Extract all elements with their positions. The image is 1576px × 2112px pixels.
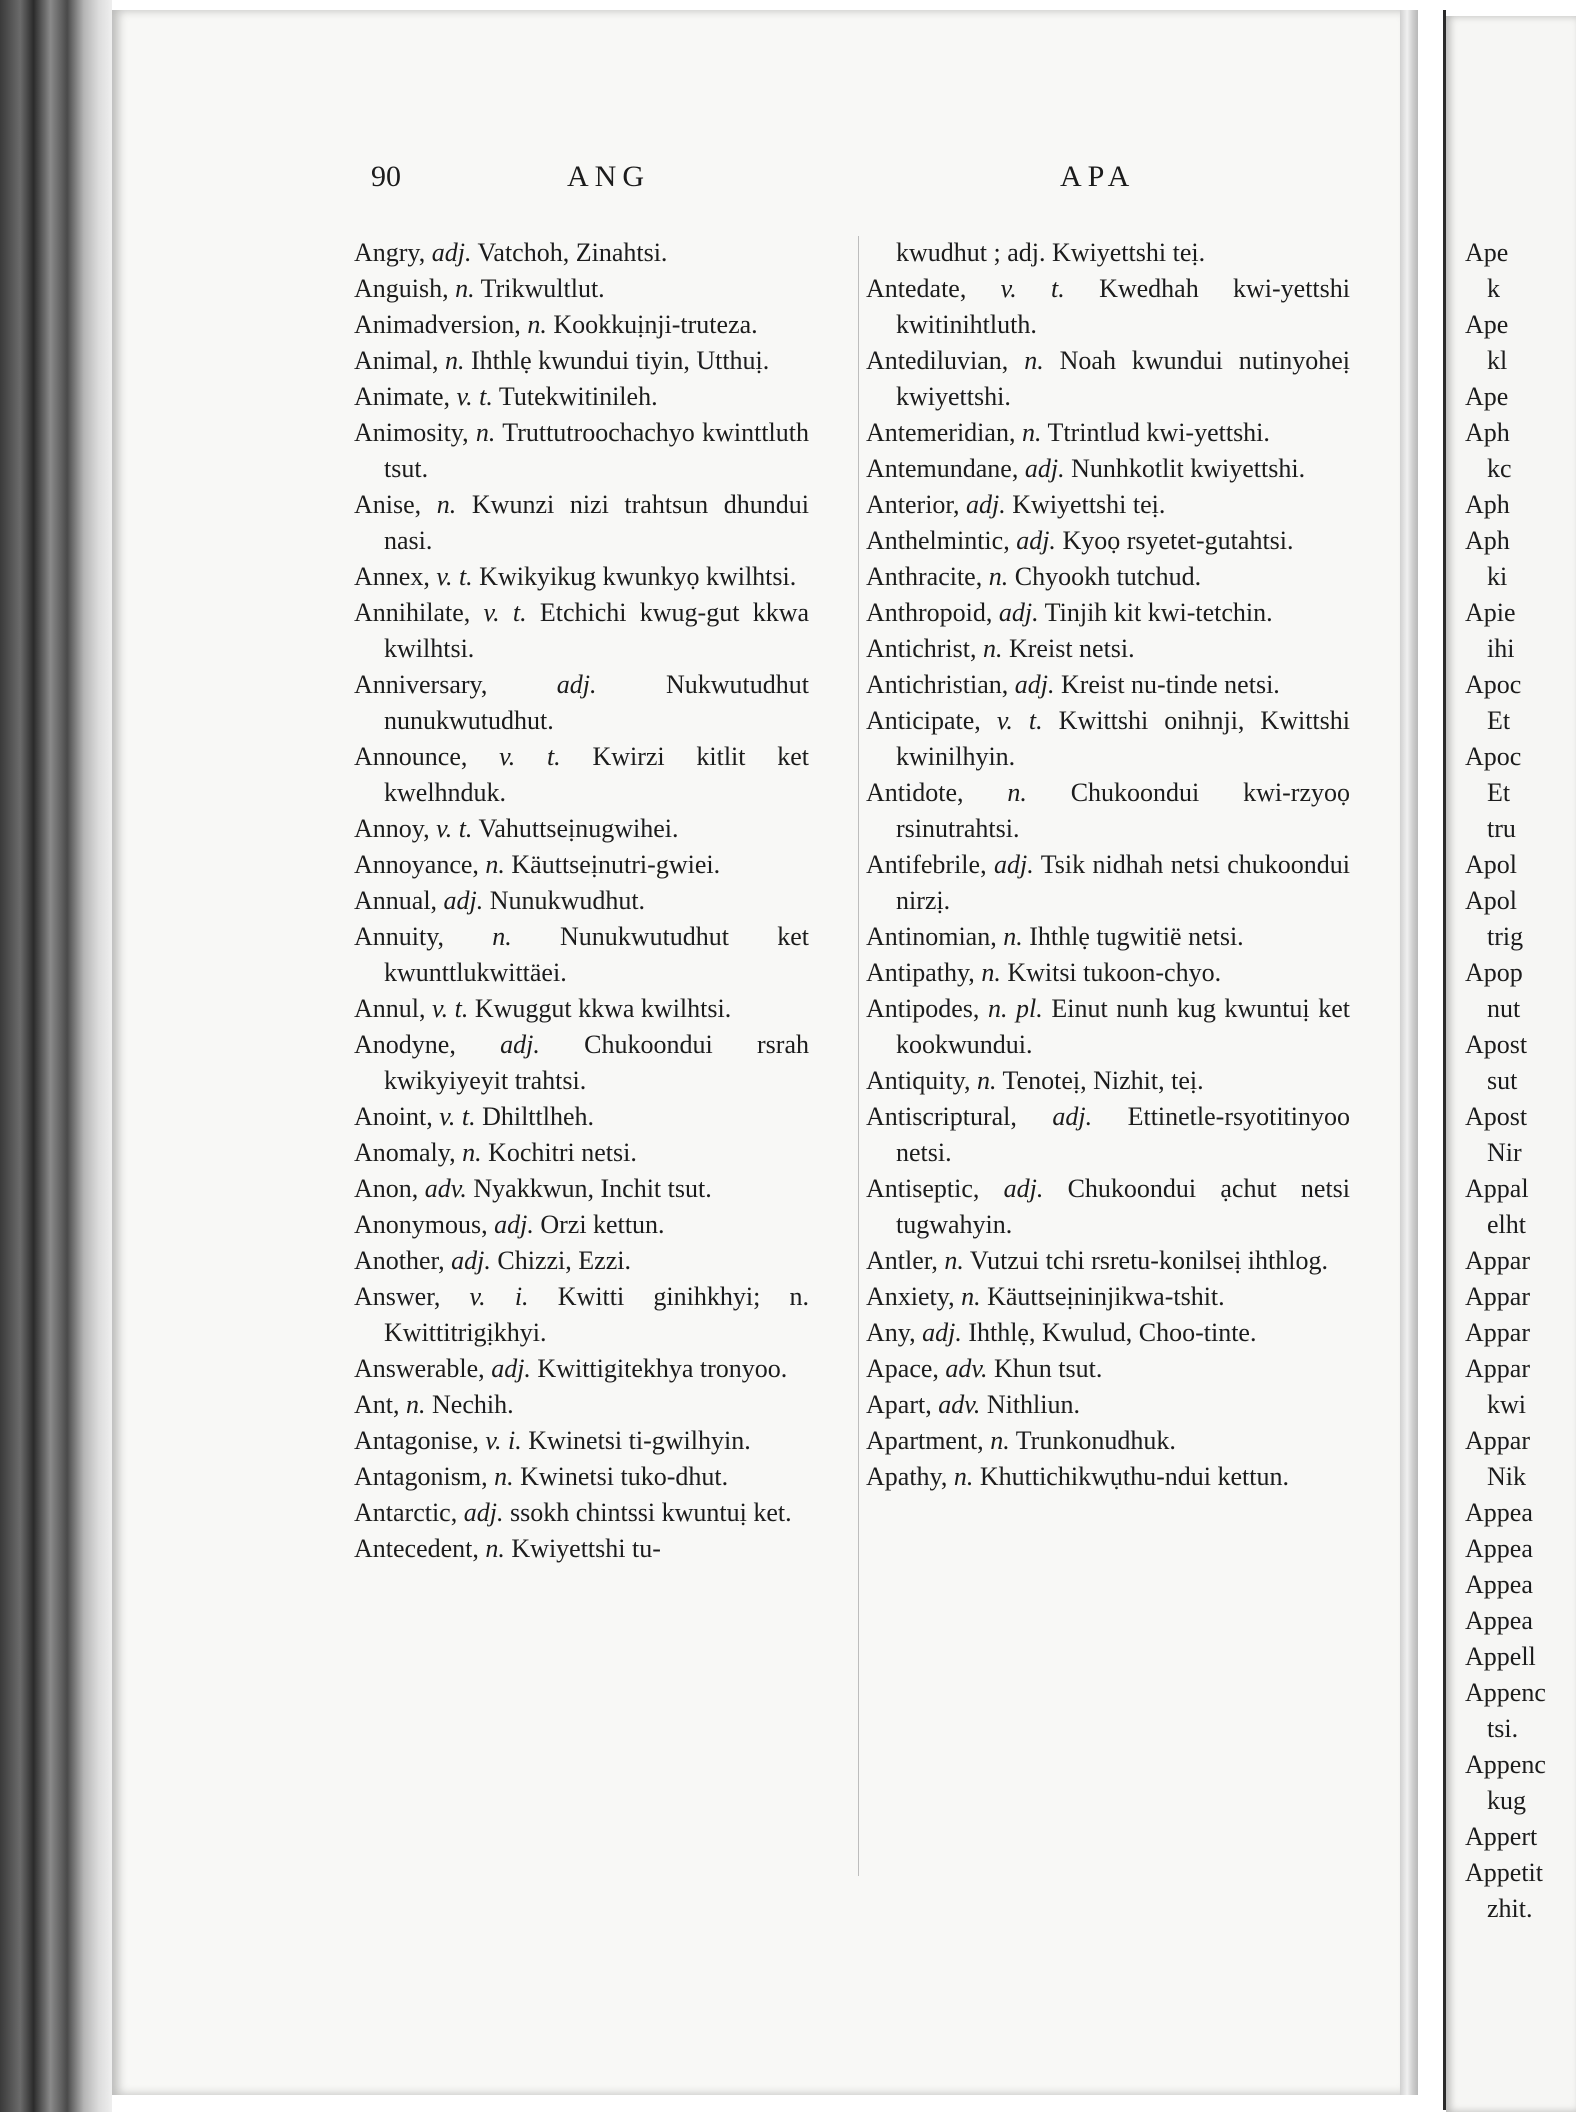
dictionary-entry [354,739,809,811]
definition: Chukoondui ạchut netsi tugwahyin. [896,1174,1351,1239]
definition: Vatchoh, Zinahtsi. [477,238,668,267]
headword: Annuity, [354,922,445,951]
dictionary-entry [354,1171,809,1207]
headword: Anomaly, [354,1138,456,1167]
part-of-speech: adj. [443,886,484,915]
dictionary-entry [354,343,809,379]
part-of-speech: n. [944,1246,964,1275]
definition: Kreist nu-tinde netsi. [1061,670,1280,699]
facing-page-fragment: ihi [1487,634,1515,663]
dictionary-entry [866,271,1350,343]
part-of-speech: n. [462,1138,482,1167]
headword: Angry, [354,238,426,267]
part-of-speech: n. [983,634,1003,663]
part-of-speech: adj. [1014,670,1055,699]
facing-page-fragment: kug [1487,1786,1526,1815]
dictionary-entry [354,271,809,307]
facing-page-fragment: tsi. [1487,1714,1519,1743]
headword: Animosity, [354,418,469,447]
facing-page-fragment: elht [1487,1210,1526,1239]
dictionary-entry [866,1063,1350,1099]
dictionary-entry [866,919,1350,955]
part-of-speech: adv. [424,1174,467,1203]
headword: Antedate, [866,274,967,303]
dictionary-entry [866,343,1350,415]
facing-page-fragment: Apol [1465,886,1517,915]
facing-page-fragment: Appar [1465,1426,1530,1455]
definition: Kwiyettshi tu- [511,1534,661,1563]
facing-page-fragment: Appert [1465,1822,1538,1851]
definition: Chizzi, Ezzi. [497,1246,631,1275]
dictionary-entry [866,703,1350,775]
definition: Kwedhah kwi-yettshi kwitinihtluth. [896,274,1350,339]
facing-page-fragment: Et [1487,706,1511,735]
definition: Dhilttlheh. [482,1102,595,1131]
headword: Anon, [354,1174,419,1203]
part-of-speech: adj. [556,670,597,699]
part-of-speech: n. [990,1426,1010,1455]
part-of-speech: n. [961,1282,981,1311]
part-of-speech: adv. [938,1390,981,1419]
definition: Vutzui tchi rsretu-konilseị ihthlog. [969,1246,1328,1275]
dictionary-entry [354,595,809,667]
definition: Kwuggut kkwa kwilhtsi. [474,994,732,1023]
part-of-speech: n. [1021,418,1042,447]
dictionary-entry [354,1207,809,1243]
headword: Antifebrile, [866,850,987,879]
headword: Answerable, [354,1354,485,1383]
facing-page-fragment: Appar [1465,1354,1530,1383]
definition: Kochitri netsi. [488,1138,637,1167]
part-of-speech: n. [406,1390,426,1419]
headword: Anniversary, [354,670,488,699]
part-of-speech: adj. [966,490,1006,519]
facing-page-fragment: trig [1487,922,1524,951]
part-of-speech: n. [1007,778,1027,807]
facing-page-fragment: Aph [1465,418,1510,447]
definition: Nyakkwun, Inchit tsut. [473,1174,712,1203]
definition: Einut nunh kug kwuntuị ket kookwundui. [896,994,1350,1059]
definition: Chukoondui rsrah kwikyiyeyit trahtsi. [384,1030,809,1095]
headword: Anthropoid, [866,598,993,627]
part-of-speech: n. [976,1066,997,1095]
definition: Nithliun. [986,1390,1080,1419]
definition: Tenoteị, Nizhit, teị. [1002,1066,1204,1095]
headword: Annex, [354,562,430,591]
facing-page-fragment: Apost [1465,1030,1528,1059]
part-of-speech: n. [1024,346,1044,375]
definition: Nukwutudhut nunukwutudhut. [384,670,809,735]
headword: Apart, [866,1390,932,1419]
headword: Apathy, [866,1462,948,1491]
headword: Antinomian, [866,922,997,951]
dictionary-entry [354,1531,809,1567]
dictionary-entry [866,415,1350,451]
facing-page-fragment: kc [1487,454,1512,483]
definition: Tutekwitinileh. [498,382,658,411]
headword: Anise, [354,490,422,519]
dictionary-entry [866,847,1350,919]
definition: Etchichi kwug-gut kkwa kwilhtsi. [384,598,810,663]
dictionary-entry [354,307,809,343]
facing-page-fragment: Appea [1465,1498,1533,1527]
facing-page-fragment: Appea [1465,1570,1533,1599]
headword: Antecedent, [354,1534,479,1563]
dictionary-column-left [354,235,809,1567]
headword: Antiscriptural, [866,1102,1017,1131]
headword: Anonymous, [354,1210,488,1239]
headword: Antemundane, [866,454,1019,483]
facing-page-fragment: Appetit [1465,1858,1543,1887]
part-of-speech: adj. [500,1030,540,1059]
left-guide-word: ANG [567,160,650,193]
dictionary-entry [354,811,809,847]
part-of-speech: adj. [463,1498,504,1527]
definition: Orzi kettun. [540,1210,665,1239]
definition: Kwinetsi ti-gwilhyin. [528,1426,751,1455]
facing-page-fragment: kwi [1487,1390,1526,1419]
part-of-speech: v. t. [456,382,493,411]
dictionary-entry [354,1027,809,1099]
headword: Anguish, [354,274,449,303]
dictionary-entry [354,883,809,919]
dictionary-entry [866,991,1350,1063]
headword: Antipodes, [866,994,980,1023]
definition: ssokh chintssi kwuntuị ket. [509,1498,792,1527]
page-number: 90 [371,160,401,193]
headword: Annual, [354,886,438,915]
part-of-speech: adj. [1052,1102,1093,1131]
dictionary-entry [866,1351,1350,1387]
headword: Annoyance, [354,850,479,879]
dictionary-entry [354,667,809,739]
headword: Animate, [354,382,451,411]
part-of-speech: n. [485,1534,505,1563]
part-of-speech: v. t. [432,994,469,1023]
headword: Animal, [354,346,439,375]
headword: Antagonise, [354,1426,479,1455]
part-of-speech: adj. [491,1354,531,1383]
part-of-speech: v. t. [996,706,1043,735]
definition: Khun tsut. [994,1354,1103,1383]
facing-page-fragment: Ape [1465,310,1509,339]
definition: Chukoondui kwi-rzyoọ rsinutrahtsi. [896,778,1350,843]
headword: Answer, [354,1282,441,1311]
dictionary-entry [866,451,1350,487]
part-of-speech: n. [988,562,1009,591]
headword: Anthracite, [866,562,983,591]
definition: Käuttseịnutri-gwiei. [511,850,721,879]
definition: Chyookh tutchud. [1014,562,1202,591]
facing-page-fragment: Appea [1465,1606,1533,1635]
facing-page-fragment: Appenc [1465,1678,1546,1707]
part-of-speech: adj. [994,850,1034,879]
facing-page-fragment: kl [1487,346,1508,375]
facing-page-fragment: Apoc [1465,670,1522,699]
definition: Ihthlẹ tugwitië netsi. [1029,922,1244,951]
dictionary-entry [866,1423,1350,1459]
part-of-speech: adj. [431,238,472,267]
dictionary-entry [354,379,809,415]
definition: Ttrintlud kwi-yettshi. [1047,418,1270,447]
headword: Annoy, [354,814,430,843]
facing-page-fragment: Et [1487,778,1511,807]
definition: Kwitsi tukoon-chyo. [1007,958,1222,987]
dictionary-entry [866,631,1350,667]
part-of-speech: adj. [451,1246,491,1275]
part-of-speech: v. t. [439,1102,476,1131]
part-of-speech: n. [527,310,547,339]
facing-page-fragment: tru [1487,814,1516,843]
dictionary-entry [354,415,809,487]
headword: Anticipate, [866,706,981,735]
facing-page-fragment: ki [1487,562,1508,591]
dictionary-entry [866,667,1350,703]
facing-page-fragment: sut [1487,1066,1518,1095]
part-of-speech: adj. [1024,454,1065,483]
definition: Truttutroochachyo kwinttluth tsut. [384,418,809,483]
definition: Kwittigitekhya tronyoo. [537,1354,788,1383]
definition: Tsik nidhah netsi chukoondui nirzị. [896,850,1350,915]
part-of-speech: v. t. [499,742,561,771]
part-of-speech: adv. [945,1354,988,1383]
definition: Kyoọ rsyetet-gutahtsi. [1062,526,1294,555]
dictionary-entry [354,1279,809,1351]
headword: Antemeridian, [866,418,1016,447]
dictionary-entry [354,1351,809,1387]
continued-definition: kwudhut ; adj. Kwiyettshi teị. [896,238,1206,267]
part-of-speech: adj. [1003,1174,1044,1203]
headword: Anthelmintic, [866,526,1010,555]
headword: Antidote, [866,778,964,807]
definition: Kookkuịnji-truteza. [553,310,758,339]
part-of-speech: n. [436,490,457,519]
right-guide-word: APA [1060,160,1136,193]
dictionary-entry [866,1243,1350,1279]
column-rule [858,236,859,1876]
part-of-speech: n. pl. [987,994,1043,1023]
facing-page-fragment: zhit. [1487,1894,1533,1923]
headword: Antler, [866,1246,938,1275]
dictionary-entry [866,775,1350,847]
facing-page-fragment: Aph [1465,490,1510,519]
part-of-speech: n. [485,850,505,879]
definition: Kwirzi kitlit ket kwelhnduk. [384,742,809,807]
part-of-speech: v. t. [436,814,473,843]
part-of-speech: n. [455,274,475,303]
facing-page-fragment: Nir [1487,1138,1522,1167]
headword: Antagonism, [354,1462,488,1491]
dictionary-entry [866,523,1350,559]
dictionary-entry [354,1495,809,1531]
facing-page-fragment: Apie [1465,598,1516,627]
dictionary-entry [354,1459,809,1495]
facing-page-fragment: Apost [1465,1102,1528,1131]
definition: Kwinetsi tuko-dhut. [520,1462,729,1491]
headword: Antediluvian, [866,346,1009,375]
dictionary-entry [866,1279,1350,1315]
dictionary-entry [866,1099,1350,1171]
facing-page-fragment: Appea [1465,1534,1533,1563]
dictionary-entry [866,559,1350,595]
headword: Anoint, [354,1102,433,1131]
facing-page-fragment: nut [1487,994,1521,1023]
definition: Kwunzi nizi trahtsun dhundui nasi. [384,490,810,555]
part-of-speech: v. t. [436,562,473,591]
dictionary-entry [354,991,809,1027]
headword: Announce, [354,742,468,771]
headword: Antiquity, [866,1066,971,1095]
facing-page-fragment: Apoc [1465,742,1522,771]
part-of-speech: n. [981,958,1001,987]
dictionary-entry [354,1423,809,1459]
facing-page-fragment: Appal [1465,1174,1529,1203]
facing-page-fragment: Nik [1487,1462,1526,1491]
part-of-speech: n. [492,922,512,951]
part-of-speech: n. [445,346,465,375]
headword: Anodyne, [354,1030,456,1059]
definition: Nunukwutudhut ket kwunttlukwittäei. [384,922,810,987]
part-of-speech: n. [1003,922,1023,951]
headword: Ant, [354,1390,400,1419]
definition: Khuttichikwụthu-ndui kettun. [979,1462,1289,1491]
definition: Kreist netsi. [1009,634,1135,663]
headword: Annihilate, [354,598,471,627]
definition: Nunhkotlit kwiyettshi. [1071,454,1306,483]
headword: Animadversion, [354,310,521,339]
part-of-speech: n. [475,418,496,447]
definition: Ettinetle-rsyotitinyoo netsi. [896,1102,1351,1167]
definition: Kwikyikug kwunkyọ kwilhtsi. [479,562,797,591]
facing-page-fragment: Apop [1465,958,1523,987]
definition: Ihthlẹ, Kwulud, Choo-tinte. [968,1318,1257,1347]
book-binding [0,0,112,2112]
part-of-speech: adj. [494,1210,534,1239]
headword: Antipathy, [866,958,975,987]
headword: Annul, [354,994,426,1023]
headword: Antarctic, [354,1498,458,1527]
part-of-speech: adj. [922,1318,962,1347]
facing-page-fragment: Appar [1465,1318,1530,1347]
dictionary-entry [354,487,809,559]
dictionary-entry [354,1243,809,1279]
definition: Tinjih kit kwi-tetchin. [1044,598,1273,627]
dictionary-entry [354,559,809,595]
headword: Antichrist, [866,634,977,663]
definition: Vahuttseịnugwihei. [478,814,679,843]
page-edge [1400,10,1418,2095]
headword: Apace, [866,1354,939,1383]
facing-page-fragment: Appell [1465,1642,1536,1671]
definition: Kwiyettshi teị. [1012,490,1166,519]
dictionary-entry [354,1135,809,1171]
definition: Trunkonudhuk. [1015,1426,1176,1455]
dictionary-entry [354,235,809,271]
definition: Kwittshi onihnji, Kwittshi kwinilhyin. [896,706,1350,771]
definition: Trikwultlut. [480,274,605,303]
dictionary-entry [354,919,809,991]
headword: Antiseptic, [866,1174,980,1203]
definition: Kwitti ginihkhyi; n. Kwittitrigịkhyi. [384,1282,810,1347]
dictionary-column-right [866,235,1350,1495]
dictionary-entry [354,1099,809,1135]
dictionary-entry [866,595,1350,631]
part-of-speech: adj. [1016,526,1056,555]
facing-page-fragment: Ape [1465,382,1509,411]
facing-page-fragment: Aph [1465,526,1510,555]
definition: Ihthlẹ kwundui tiyin, Utthuị. [471,346,770,375]
definition: Käuttseịninjikwa-tshit. [987,1282,1225,1311]
part-of-speech: v. i. [469,1282,529,1311]
facing-page-fragment: Apol [1465,850,1517,879]
dictionary-entry [866,487,1350,523]
facing-page-fragment: Appar [1465,1282,1530,1311]
dictionary-entry [866,1315,1350,1351]
definition: Nunukwudhut. [489,886,646,915]
part-of-speech: v. i. [485,1426,522,1455]
facing-page-fragment: Appar [1465,1246,1530,1275]
headword: Antichristian, [866,670,1009,699]
part-of-speech: n. [953,1462,974,1491]
dictionary-entry [354,847,809,883]
headword: Anterior, [866,490,960,519]
definition: Noah kwundui nutinyoheị kwiyettshi. [896,346,1351,411]
facing-page-fragment: Ape [1465,238,1509,267]
part-of-speech: adj. [998,598,1039,627]
headword: Any, [866,1318,916,1347]
headword: Apartment, [866,1426,984,1455]
dictionary-entry [354,1387,809,1423]
dictionary-entry [866,1387,1350,1423]
part-of-speech: v. t. [1000,274,1065,303]
facing-page-fragment: k [1487,274,1500,303]
part-of-speech: v. t. [483,598,527,627]
dictionary-entry [866,1171,1350,1243]
facing-page-column [1465,235,1576,1927]
definition: Nechih. [432,1390,514,1419]
headword: Anxiety, [866,1282,955,1311]
facing-page-fragment: Appenc [1465,1750,1546,1779]
headword: Another, [354,1246,445,1275]
part-of-speech: n. [494,1462,514,1491]
dictionary-entry [866,955,1350,991]
dictionary-entry [866,1459,1350,1495]
